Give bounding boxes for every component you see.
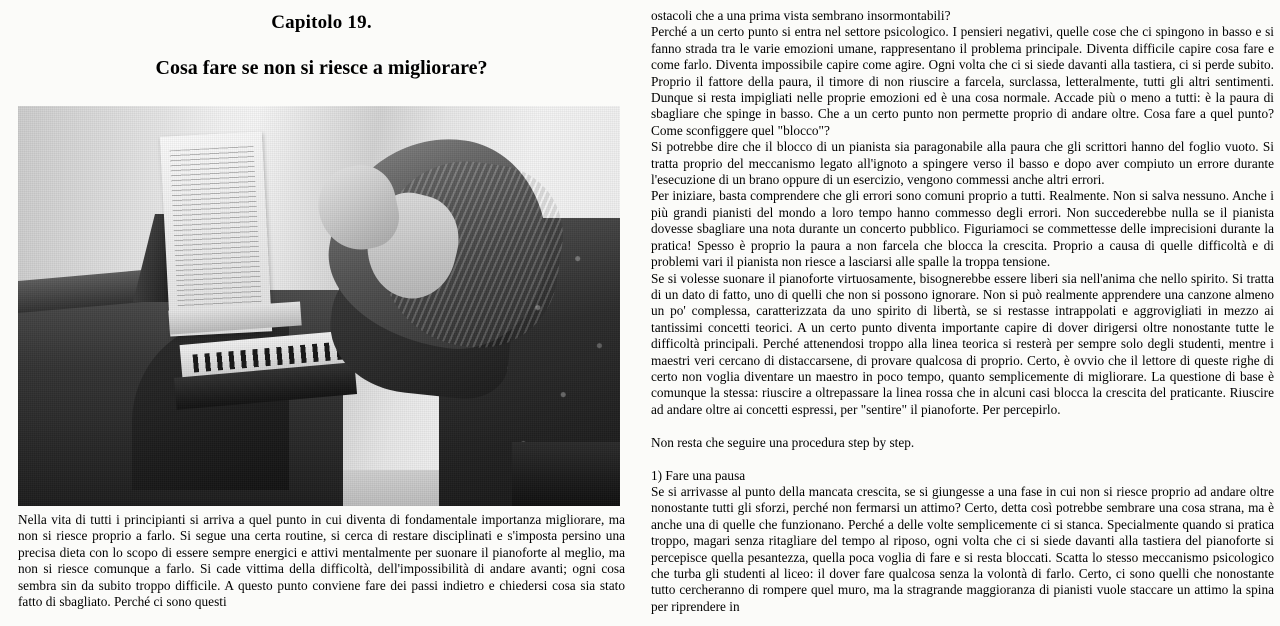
paragraph-mistakes-are-common: Per iniziare, basta comprendere che gli errori sono comuni proprio a tutti. Realmente. Non si salva nessuno. Anche i più grandi pianisti del mondo a loro tempo hanno commesso degli errori. Non succederebbe nulla se il pianista dovesse sbagliare una nota durante un concerto pubblico. Figuriamoci se commettesse delle imprecisioni durante la pratica! Spesso è proprio la paura a non farcela che blocca la crescita. Proprio a causa di quelle difficoltà e di problemi vari il pianista non riesce a lasciarsi alle spalle la troppa tensione. <box>651 188 1274 270</box>
paragraph-step-by-step-intro: Non resta che seguire una procedura step by step. <box>651 435 915 451</box>
paragraph-writers-block-analogy: Si potrebbe dire che il blocco di un pianista sia paragonabile alla paura che gli scrittori hanno del foglio vuoto. Si tratta proprio del meccanismo legato all'ignoto a spingere verso il basso e dopo aver compiuto un errore durante l'esecuzione di un brano oppure di un esercizio, vengono commessi anche altri errori. <box>651 139 1274 188</box>
left-page-paragraph: Nella vita di tutti i principianti si arriva a quel punto in cui diventa di fondamentale importanza migliorare, ma non si riesce proprio a farlo. Si segue una certa routine, si cerca di restare disciplinati e s'imposta persino una precisa dieta con lo scopo di essere sempre energici e attivi mentalmente per suonare il pianoforte al meglio, ma non si riesce comunque a farlo. Si cade vittima della difficoltà, dell'impossibilità di andare avanti; ogni cosa sembra sin da subito troppo difficile. A questo punto conviene fare dei passi indietro e chiedersi cosa sia stato fatto di sbagliato. Perché ci sono questi <box>18 511 625 610</box>
paragraph-spacer-2 <box>651 452 1274 468</box>
paragraph-question-continuation: ostacoli che a una prima vista sembrano insormontabili? <box>651 8 951 23</box>
piano-player-photo <box>18 106 620 506</box>
right-page <box>645 0 1280 626</box>
chapter-number-heading: Capitolo 19. <box>271 12 372 33</box>
paragraph-psychological-sector: Perché a un certo punto si entra nel settore psicologico. I pensieri negativi, quelle cose che ci spingono in basso e si fanno strada tra le varie emozioni umane, rappresentano il problema principale. Diventa difficile capire cosa fare e come farlo. Diventa impossibile capire come agire. Ogni volta che ci si siede davanti alla tastiera, ci si perde subito. Proprio il fattore della paura, il timore di non riuscire a farcela, surclassa, letteralmente, tutti gli altri sentimenti. Dunque si resta impigliati nelle proprie emozioni ed è una cosa normale. Accade più o meno a tutti: è la paura di sbagliare che spinge in basso. Che a un certo punto non permette proprio di andare oltre. Cosa fare a quel punto? Come sconfiggere quel "blocco"? <box>651 24 1274 138</box>
chapter-title-heading: Cosa fare se non si riesce a migliorare? <box>155 56 488 79</box>
list-item-heading-take-a-break: 1) Fare una pausa <box>651 467 746 483</box>
photo-sheet-music-staves <box>170 146 263 322</box>
photo-piano-bench <box>512 442 620 506</box>
chapter-figure <box>18 81 625 506</box>
right-page-column <box>645 8 1274 615</box>
paragraph-freedom-of-spirit: Se si volesse suonare il pianoforte virtuosamente, bisognerebbe essere liberi sia nell'anima che nello spirito. Si tratta di un dato di fatto, uno di quelli che non si possono ignorare. Non si può realmente apprendere una canzone almeno un po' complessa, caratterizzata da uno spirito di libertà, se si restasse intrappolati e aggrovigliati in mezzo ai tantissimi concetti teorici. A un certo punto diventa importante capire di dover dirigersi oltre nonostante tutte le difficoltà principali. Perché attenendosi troppo alla linea teorica si resterà per sempre solo degli studenti, mentre i maestri veri cercano di distaccarsene, di provare qualcosa di proprio. Certo, è ovvio che il lettore di queste righe di certo non voglia diventare un maestro in poco tempo, quanto semplicemente di migliorare. La questione di base è comunque la stessa: riuscire a oltrepassare la linea rossa che in alcuni casi blocca la crescita del praticante. Riuscire ad andare oltre ai concetti espressi, per "sentire" il pianoforte. Per percepirlo. <box>651 270 1274 417</box>
paragraph-spacer-1 <box>651 418 1274 435</box>
paragraph-take-a-break-body: Se si arrivasse al punto della mancata crescita, se si giungesse a una fase in cui non si riesce proprio ad andare oltre nonostante tutti gli sforzi, perché non fermarsi un attimo? Certo, detta così potrebbe sembrare una cosa strana, ma è anche una di quelle che funzionano. Perché a delle volte semplicemente ci si stanca. Specialmente quando si pratica troppo, magari senza ritagliare del tempo al riposo, ogni volta che ci si siede davanti alla tastiera del pianoforte si percepisce quella pesantezza, quella poca voglia di fare e si resta bloccati. Scatta lo stesso meccanismo psicologico che turba gli studenti al liceo: il dover fare qualcosa senza la volontà di farlo. Certo, ci sono quelli che nonostante tutto cercheranno di rompere quel muro, ma la stragrande maggioranza di pianisti vuole staccare un attimo la spina per riprendere in <box>651 483 1274 614</box>
